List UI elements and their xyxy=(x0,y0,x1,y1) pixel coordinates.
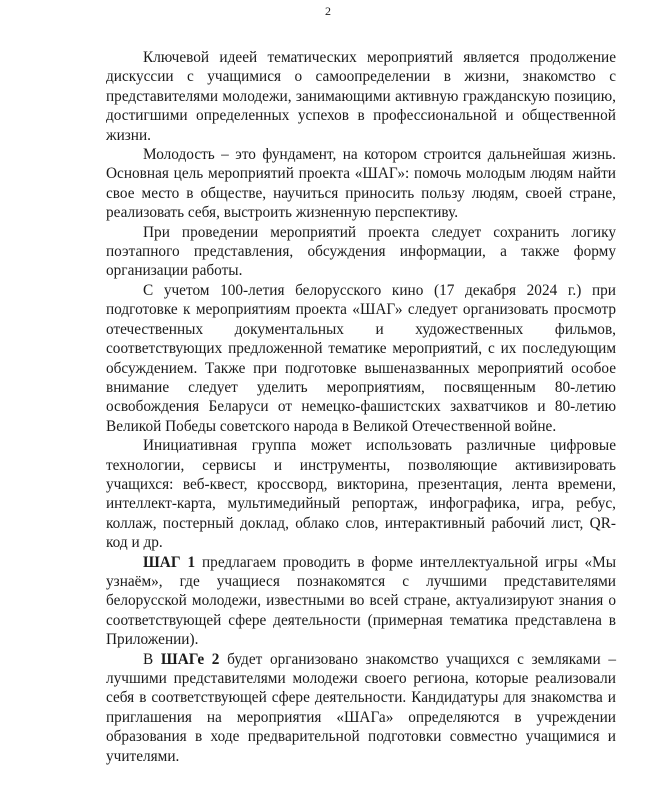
step-1-label: ШАГ 1 xyxy=(143,553,196,571)
page-number: 2 xyxy=(325,4,331,18)
paragraph-text: будет организовано знакомство учащихся с земляками – лучшими представителями молодежи своего региона, которые реализовали себя в соответствующей сфере деятельности. Кандидатуры для знакомства и приглашения на мероприятия «ШАГа» определяются в учреждении образования в ходе предварительной подготовки совместно учащимися и учителями. xyxy=(106,650,616,765)
paragraph: Инициативная группа может использовать различные цифровые технологии, сервисы и инструменты, позволяющие активизировать учащихся: веб-квест, кроссворд, викторина, презентация, лента времени, интеллект-карта, мультимедийный репортаж, инфографика, игра, ребус, коллаж, постерный доклад, облако слов, интерактивный рабочий лист, QR-код и др. xyxy=(106,437,616,552)
paragraph: С учетом 100-летия белорусского кино (17 декабря 2024 г.) при подготовке к мероприятиям проекта «ШАГ» следует организовать просмотр отечественных документальных и художественных фильмов, соответствующих предложенной тематике мероприятий, с их последующим обсуждением. Также при подготовке вышеназванных мероприятий особое внимание следует уделить мероприятиям, посвященным 80-летию освобождения Беларуси от немецко-фашистских захватчиков и 80-летию Великой Победы советского народа в Великой Отечественной войне. xyxy=(106,281,616,435)
paragraph-step-2 xyxy=(106,650,616,766)
paragraph: При проведении мероприятий проекта следует сохранить логику поэтапного представления, обсуждения информации, а также форму организации работы. xyxy=(106,223,616,280)
paragraph-lead: В xyxy=(143,650,161,668)
paragraph: Молодость – это фундамент, на котором строится дальнейшая жизнь. Основная цель мероприятий проекта «ШАГ»: помочь молодым людям найти свое место в обществе, научиться приносить пользу людям, своей стране, реализовать себя, выстроить жизненную перспективу. xyxy=(106,146,616,222)
step-2-label: ШАГе 2 xyxy=(160,650,220,668)
paragraph-step-1 xyxy=(106,553,616,650)
paragraph-text: предлагаем проводить в форме интеллектуальной игры «Мы узнаём», где учащиеся познакомятся с лучшими представителями белорусской молодежи, известными во всей стране, актуализируют знания о соответствующей сфере деятельности (примерная тематика представлена в Приложении). xyxy=(106,553,616,649)
document-body xyxy=(106,48,616,766)
paragraph: Ключевой идеей тематических мероприятий является продолжение дискуссии с учащимися о самоопределении в жизни, знакомство с представителями молодежи, занимающими активную гражданскую позицию, достигшими определенных успехов в профессиональной и общественной жизни. xyxy=(106,49,616,144)
